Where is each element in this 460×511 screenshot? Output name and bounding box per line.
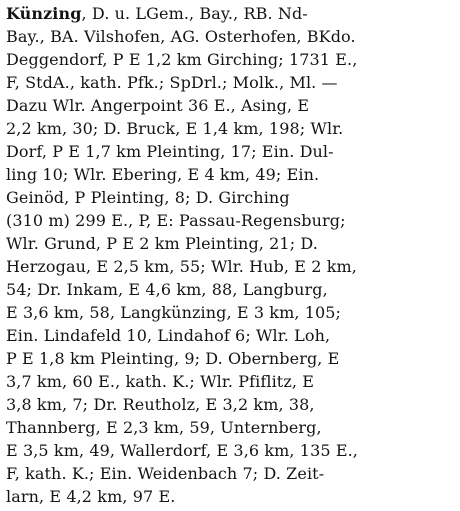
entry-line-9: Geinöd, P Pleinting, 8; D. Girching: [6, 188, 290, 207]
entry-line-12: Herzogau, E 2,5 km, 55; Wlr. Hub, E 2 km,: [6, 257, 357, 276]
entry-line-15: Ein. Lindafeld 10, Lindahof 6; Wlr. Loh,: [6, 326, 331, 345]
entry-line-18: 3,8 km, 7; Dr. Reutholz, E 3,2 km, 38,: [6, 395, 315, 414]
entry-line-16: P E 1,8 km Pleinting, 9; D. Obernberg, E: [6, 349, 340, 368]
entry-line-3: Deggendorf, P E 1,2 km Girching; 1731 E.,: [6, 50, 358, 69]
entry-line-1: [6, 2, 458, 25]
entry-line-11: Wlr. Grund, P E 2 km Pleinting, 21; D.: [6, 234, 318, 253]
entry-line-6: 2,2 km, 30; D. Bruck, E 1,4 km, 198; Wlr.: [6, 119, 344, 138]
entry-line-5: Dazu Wlr. Angerpoint 36 E., Asing, E: [6, 96, 310, 115]
entry-line-4: F, StdA., kath. Pfk.; SpDrl.; Molk., Ml. —: [6, 73, 338, 92]
entry-line-13: 54; Dr. Inkam, E 4,6 km, 88, Langburg,: [6, 280, 328, 299]
entry-line-22: larn, E 4,2 km, 97 E.: [6, 487, 176, 506]
entry-line-7: Dorf, P E 1,7 km Pleinting, 17; Ein. Dul-: [6, 142, 334, 161]
entry-line-21: F, kath. K.; Ein. Weidenbach 7; D. Zeit-: [6, 464, 325, 483]
entry-line-20: E 3,5 km, 49, Wallerdorf, E 3,6 km, 135 E.,: [6, 441, 358, 460]
entry-line-14: E 3,6 km, 58, Langkünzing, E 3 km, 105;: [6, 303, 342, 322]
entry-line-17: 3,7 km, 60 E., kath. K.; Wlr. Pfiflitz, E: [6, 372, 315, 391]
entry-line-1-text: , D. u. LGem., Bay., RB. Nd-: [81, 4, 308, 23]
entry-line-19: Thannberg, E 2,3 km, 59, Unternberg,: [6, 418, 322, 437]
gazetteer-entry: [6, 2, 458, 508]
entry-line-10: (310 m) 299 E., P, E: Passau-Regensburg;: [6, 211, 346, 230]
entry-line-8: ling 10; Wlr. Ebering, E 4 km, 49; Ein.: [6, 165, 320, 184]
entry-headword: Künzing: [6, 4, 82, 23]
entry-line-2: Bay., BA. Vilshofen, AG. Osterhofen, BKdo.: [6, 27, 356, 46]
